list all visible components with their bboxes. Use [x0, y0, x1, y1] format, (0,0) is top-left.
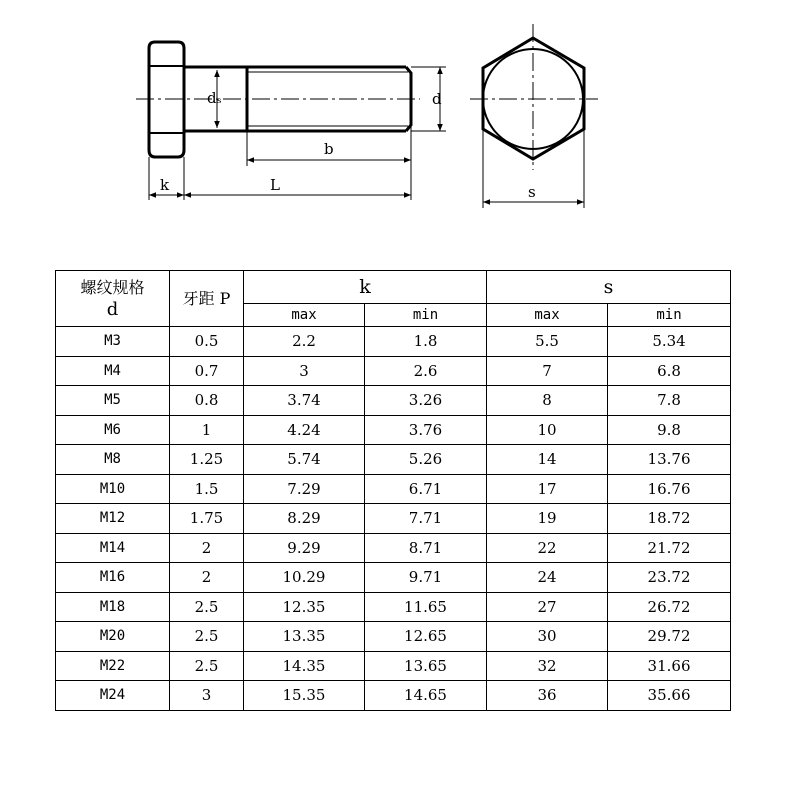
label-d: d — [432, 90, 442, 108]
bolt-technical-drawing — [0, 0, 790, 240]
cell-pitch: 2.5 — [170, 592, 244, 622]
cell-thread-size: M8 — [56, 445, 170, 475]
bolt-spec-table — [55, 270, 731, 711]
cell-k-min: 3.26 — [365, 386, 487, 416]
table-row — [56, 592, 731, 622]
cell-k-max: 8.29 — [244, 504, 365, 534]
cell-s-max: 10 — [487, 415, 608, 445]
cell-k-max: 12.35 — [244, 592, 365, 622]
cell-thread-size: M12 — [56, 504, 170, 534]
cell-pitch: 0.7 — [170, 356, 244, 386]
cell-k-min: 1.8 — [365, 327, 487, 357]
cell-s-min: 5.34 — [608, 327, 731, 357]
cell-thread-size: M4 — [56, 356, 170, 386]
cell-s-max: 22 — [487, 533, 608, 563]
header-row-top — [56, 271, 731, 304]
cell-thread-size: M10 — [56, 474, 170, 504]
table-row — [56, 327, 731, 357]
cell-s-min: 9.8 — [608, 415, 731, 445]
table-body — [56, 327, 731, 711]
cell-k-min: 9.71 — [365, 563, 487, 593]
cell-k-min: 2.6 — [365, 356, 487, 386]
cell-k-max: 5.74 — [244, 445, 365, 475]
cell-pitch: 1.25 — [170, 445, 244, 475]
cell-pitch: 2 — [170, 533, 244, 563]
cell-k-max: 2.2 — [244, 327, 365, 357]
cell-pitch: 1.5 — [170, 474, 244, 504]
header-s-max: max — [487, 304, 608, 327]
table-row — [56, 651, 731, 681]
header-thread-spec-line2: d — [106, 298, 119, 320]
cell-k-max: 15.35 — [244, 681, 365, 711]
cell-k-max: 3.74 — [244, 386, 365, 416]
header-thread-spec — [56, 271, 170, 327]
table-row — [56, 445, 731, 475]
header-pitch: 牙距 P — [170, 271, 244, 327]
cell-k-max: 7.29 — [244, 474, 365, 504]
header-s: s — [487, 271, 731, 304]
table-row — [56, 474, 731, 504]
header-k-max: max — [244, 304, 365, 327]
label-L: L — [270, 176, 280, 194]
table-row — [56, 563, 731, 593]
cell-s-max: 17 — [487, 474, 608, 504]
cell-thread-size: M18 — [56, 592, 170, 622]
cell-s-max: 14 — [487, 445, 608, 475]
cell-k-min: 11.65 — [365, 592, 487, 622]
label-k: k — [160, 176, 170, 194]
label-b: b — [324, 140, 334, 158]
cell-k-min: 14.65 — [365, 681, 487, 711]
cell-s-max: 32 — [487, 651, 608, 681]
cell-s-max: 36 — [487, 681, 608, 711]
cell-k-min: 7.71 — [365, 504, 487, 534]
cell-s-max: 8 — [487, 386, 608, 416]
label-s: s — [528, 183, 536, 201]
cell-k-min: 5.26 — [365, 445, 487, 475]
cell-pitch: 1 — [170, 415, 244, 445]
cell-s-min: 18.72 — [608, 504, 731, 534]
header-s-min: min — [608, 304, 731, 327]
cell-thread-size: M20 — [56, 622, 170, 652]
cell-s-max: 27 — [487, 592, 608, 622]
cell-thread-size: M5 — [56, 386, 170, 416]
cell-pitch: 1.75 — [170, 504, 244, 534]
cell-k-min: 8.71 — [365, 533, 487, 563]
table-row — [56, 622, 731, 652]
cell-s-min: 21.72 — [608, 533, 731, 563]
cell-s-max: 19 — [487, 504, 608, 534]
cell-k-max: 10.29 — [244, 563, 365, 593]
table-row — [56, 356, 731, 386]
cell-s-min: 35.66 — [608, 681, 731, 711]
cell-s-max: 7 — [487, 356, 608, 386]
cell-s-max: 5.5 — [487, 327, 608, 357]
table-row — [56, 533, 731, 563]
cell-k-max: 3 — [244, 356, 365, 386]
cell-pitch: 2.5 — [170, 651, 244, 681]
cell-s-min: 7.8 — [608, 386, 731, 416]
header-k-min: min — [365, 304, 487, 327]
cell-pitch: 2 — [170, 563, 244, 593]
cell-s-min: 31.66 — [608, 651, 731, 681]
cell-k-min: 3.76 — [365, 415, 487, 445]
cell-s-min: 13.76 — [608, 445, 731, 475]
cell-k-max: 9.29 — [244, 533, 365, 563]
cell-k-max: 14.35 — [244, 651, 365, 681]
cell-s-max: 24 — [487, 563, 608, 593]
cell-pitch: 0.5 — [170, 327, 244, 357]
table-row — [56, 504, 731, 534]
cell-s-min: 29.72 — [608, 622, 731, 652]
cell-k-max: 4.24 — [244, 415, 365, 445]
table-row — [56, 415, 731, 445]
cell-thread-size: M24 — [56, 681, 170, 711]
table-row — [56, 386, 731, 416]
cell-s-min: 23.72 — [608, 563, 731, 593]
bolt-side-view — [136, 42, 446, 200]
cell-thread-size: M16 — [56, 563, 170, 593]
cell-pitch: 0.8 — [170, 386, 244, 416]
bolt-end-view — [470, 24, 598, 208]
cell-s-max: 30 — [487, 622, 608, 652]
cell-pitch: 2.5 — [170, 622, 244, 652]
label-ds: dₛ — [207, 89, 222, 107]
cell-k-max: 13.35 — [244, 622, 365, 652]
header-k: k — [244, 271, 487, 304]
cell-s-min: 6.8 — [608, 356, 731, 386]
cell-thread-size: M6 — [56, 415, 170, 445]
table-row — [56, 681, 731, 711]
cell-thread-size: M3 — [56, 327, 170, 357]
cell-k-min: 12.65 — [365, 622, 487, 652]
cell-s-min: 26.72 — [608, 592, 731, 622]
cell-thread-size: M22 — [56, 651, 170, 681]
cell-k-min: 13.65 — [365, 651, 487, 681]
cell-k-min: 6.71 — [365, 474, 487, 504]
cell-thread-size: M14 — [56, 533, 170, 563]
cell-pitch: 3 — [170, 681, 244, 711]
header-thread-spec-line1: 螺纹规格 — [80, 277, 145, 297]
cell-s-min: 16.76 — [608, 474, 731, 504]
